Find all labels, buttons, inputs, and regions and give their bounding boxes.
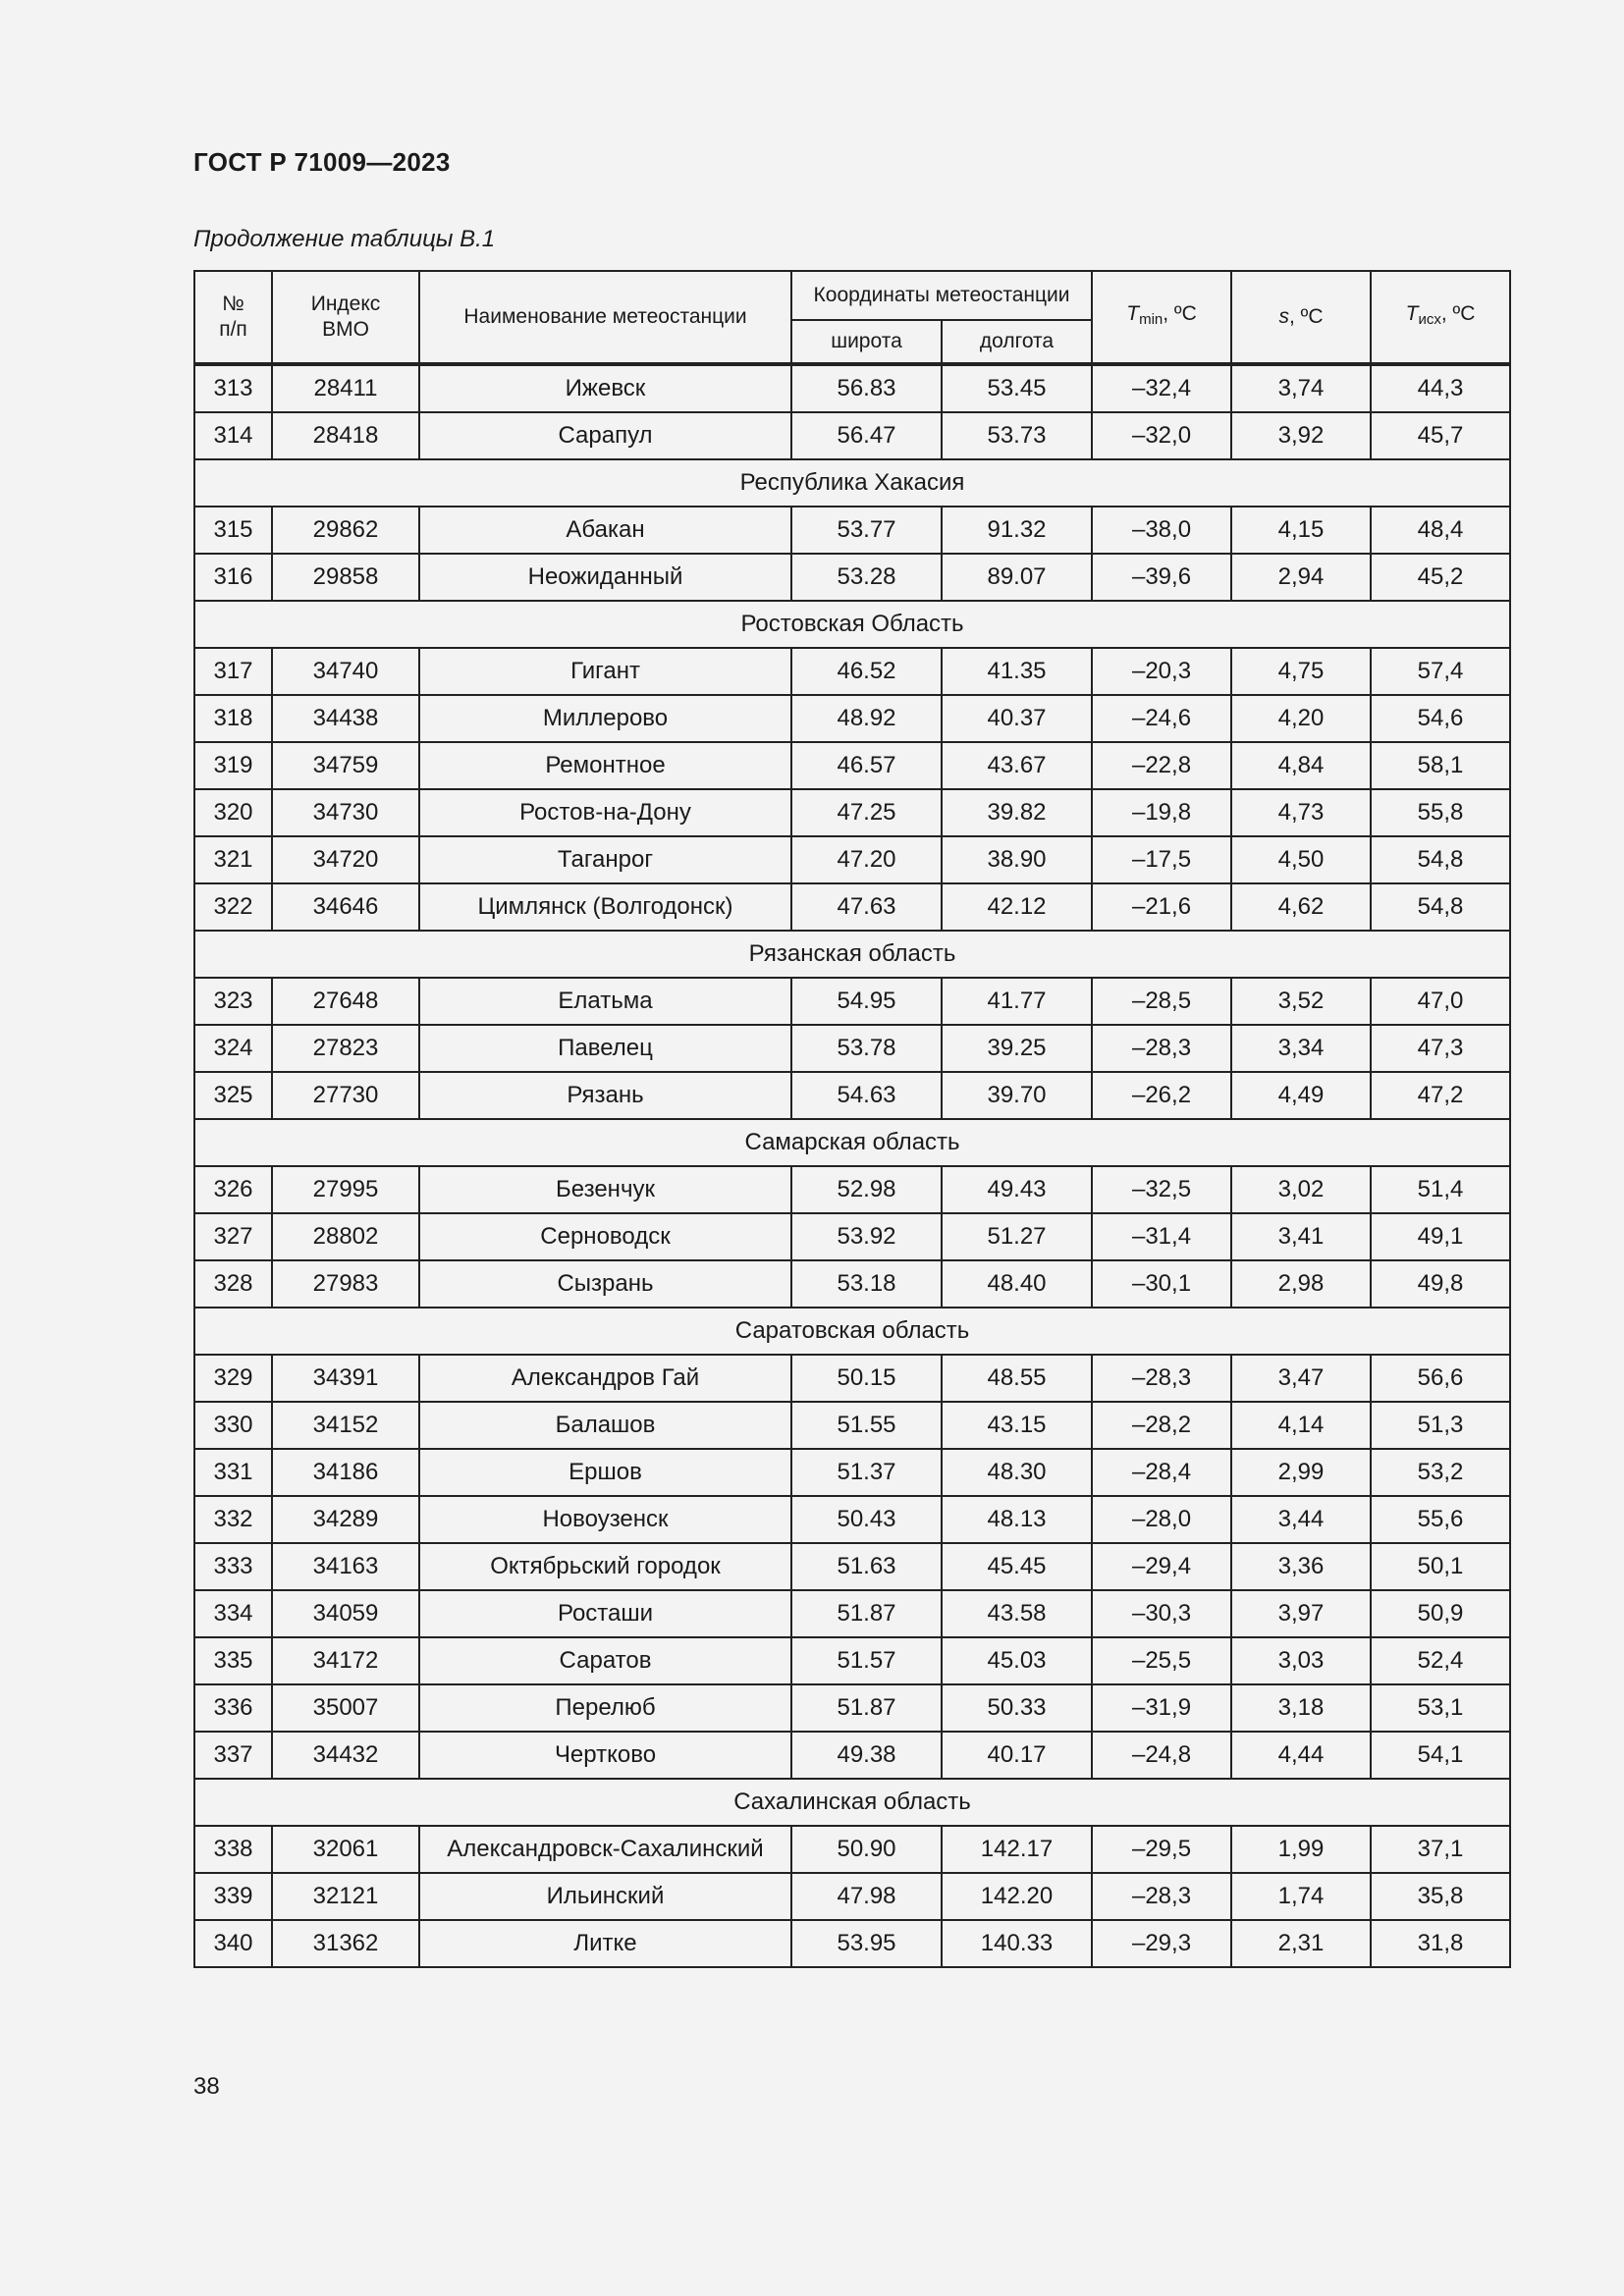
cell-s: 3,03 (1231, 1637, 1371, 1684)
cell-tisx: 53,1 (1371, 1684, 1510, 1732)
cell-wmo-index: 34646 (272, 883, 419, 931)
table-row (194, 789, 1510, 836)
table-row (194, 1684, 1510, 1732)
cell-station-name: Ремонтное (419, 742, 791, 789)
cell-latitude: 50.43 (791, 1496, 942, 1543)
table-caption: Продолжение таблицы В.1 (193, 226, 496, 252)
cell-s: 4,50 (1231, 836, 1371, 883)
cell-station-name: Абакан (419, 507, 791, 554)
table-row (194, 1590, 1510, 1637)
cell-latitude: 53.92 (791, 1213, 942, 1260)
table-row (194, 1025, 1510, 1072)
cell-tisx: 54,8 (1371, 883, 1510, 931)
cell-s: 2,31 (1231, 1920, 1371, 1967)
cell-tisx: 48,4 (1371, 507, 1510, 554)
region-row (194, 601, 1510, 648)
cell-num: 337 (194, 1732, 272, 1779)
cell-tmin: –30,3 (1092, 1590, 1231, 1637)
cell-tisx: 54,6 (1371, 695, 1510, 742)
cell-num: 313 (194, 364, 272, 412)
cell-latitude: 51.63 (791, 1543, 942, 1590)
table-row (194, 695, 1510, 742)
cell-wmo-index: 32061 (272, 1826, 419, 1873)
cell-station-name: Ижевск (419, 364, 791, 412)
cell-tisx: 51,3 (1371, 1402, 1510, 1449)
table-row (194, 412, 1510, 459)
s-symbol: s (1278, 305, 1289, 328)
cell-latitude: 54.63 (791, 1072, 942, 1119)
cell-s: 4,44 (1231, 1732, 1371, 1779)
cell-station-name: Александровск-Сахалинский (419, 1826, 791, 1873)
cell-s: 2,99 (1231, 1449, 1371, 1496)
cell-tisx: 51,4 (1371, 1166, 1510, 1213)
cell-latitude: 50.90 (791, 1826, 942, 1873)
cell-station-name: Серноводск (419, 1213, 791, 1260)
cell-latitude: 53.95 (791, 1920, 942, 1967)
tisx-unit: , ºС (1440, 302, 1476, 325)
cell-longitude: 39.25 (942, 1025, 1092, 1072)
cell-longitude: 53.45 (942, 364, 1092, 412)
cell-station-name: Неожиданный (419, 554, 791, 601)
cell-num: 314 (194, 412, 272, 459)
cell-tisx: 57,4 (1371, 648, 1510, 695)
table-body (194, 364, 1510, 1967)
cell-num: 338 (194, 1826, 272, 1873)
cell-station-name: Сызрань (419, 1260, 791, 1308)
cell-wmo-index: 28802 (272, 1213, 419, 1260)
tisx-subscript: исх (1418, 311, 1441, 328)
cell-s: 4,84 (1231, 742, 1371, 789)
table-row (194, 1826, 1510, 1873)
cell-station-name: Ростов-на-Дону (419, 789, 791, 836)
page-number: 38 (193, 2073, 220, 2100)
cell-num: 334 (194, 1590, 272, 1637)
cell-tmin: –29,5 (1092, 1826, 1231, 1873)
stations-table (193, 270, 1511, 1968)
cell-tmin: –25,5 (1092, 1637, 1231, 1684)
cell-latitude: 52.98 (791, 1166, 942, 1213)
cell-longitude: 140.33 (942, 1920, 1092, 1967)
cell-station-name: Октябрьский городок (419, 1543, 791, 1590)
col-header-coords: Координаты метеостанции (791, 271, 1092, 320)
cell-station-name: Чертково (419, 1732, 791, 1779)
cell-longitude: 42.12 (942, 883, 1092, 931)
region-row (194, 1308, 1510, 1355)
cell-latitude: 47.20 (791, 836, 942, 883)
tmin-unit: , ºС (1163, 302, 1197, 325)
cell-longitude: 40.17 (942, 1732, 1092, 1779)
cell-latitude: 50.15 (791, 1355, 942, 1402)
cell-wmo-index: 35007 (272, 1684, 419, 1732)
cell-s: 3,02 (1231, 1166, 1371, 1213)
cell-num: 335 (194, 1637, 272, 1684)
cell-latitude: 56.83 (791, 364, 942, 412)
table-row (194, 1355, 1510, 1402)
cell-tmin: –39,6 (1092, 554, 1231, 601)
cell-num: 325 (194, 1072, 272, 1119)
cell-station-name: Росташи (419, 1590, 791, 1637)
cell-num: 333 (194, 1543, 272, 1590)
cell-station-name: Перелюб (419, 1684, 791, 1732)
cell-latitude: 46.57 (791, 742, 942, 789)
cell-s: 4,62 (1231, 883, 1371, 931)
region-name: Сахалинская область (194, 1779, 1510, 1826)
table-row (194, 1873, 1510, 1920)
region-name: Рязанская область (194, 931, 1510, 978)
cell-tmin: –38,0 (1092, 507, 1231, 554)
cell-tisx: 58,1 (1371, 742, 1510, 789)
cell-tmin: –26,2 (1092, 1072, 1231, 1119)
col-num-label: № п/п (219, 293, 247, 341)
cell-tmin: –29,4 (1092, 1543, 1231, 1590)
region-row (194, 1119, 1510, 1166)
cell-s: 4,20 (1231, 695, 1371, 742)
cell-tmin: –32,5 (1092, 1166, 1231, 1213)
cell-tisx: 47,3 (1371, 1025, 1510, 1072)
cell-wmo-index: 28411 (272, 364, 419, 412)
table-row (194, 1449, 1510, 1496)
col-header-tmin (1092, 271, 1231, 364)
cell-num: 340 (194, 1920, 272, 1967)
cell-latitude: 53.18 (791, 1260, 942, 1308)
cell-wmo-index: 27648 (272, 978, 419, 1025)
cell-longitude: 39.82 (942, 789, 1092, 836)
cell-num: 316 (194, 554, 272, 601)
cell-longitude: 48.13 (942, 1496, 1092, 1543)
cell-num: 319 (194, 742, 272, 789)
cell-tmin: –28,3 (1092, 1355, 1231, 1402)
cell-longitude: 48.30 (942, 1449, 1092, 1496)
cell-wmo-index: 34172 (272, 1637, 419, 1684)
cell-station-name: Елатьма (419, 978, 791, 1025)
cell-tisx: 35,8 (1371, 1873, 1510, 1920)
cell-tmin: –28,3 (1092, 1025, 1231, 1072)
cell-tisx: 49,1 (1371, 1213, 1510, 1260)
cell-num: 315 (194, 507, 272, 554)
table-row (194, 1260, 1510, 1308)
cell-longitude: 45.45 (942, 1543, 1092, 1590)
cell-num: 329 (194, 1355, 272, 1402)
cell-station-name: Цимлянск (Волгодонск) (419, 883, 791, 931)
cell-s: 3,34 (1231, 1025, 1371, 1072)
cell-s: 3,36 (1231, 1543, 1371, 1590)
cell-s: 3,44 (1231, 1496, 1371, 1543)
cell-tmin: –22,8 (1092, 742, 1231, 789)
s-unit: , ºС (1289, 305, 1324, 328)
cell-num: 336 (194, 1684, 272, 1732)
cell-tmin: –32,4 (1092, 364, 1231, 412)
cell-tmin: –24,6 (1092, 695, 1231, 742)
cell-tisx: 55,6 (1371, 1496, 1510, 1543)
cell-station-name: Литке (419, 1920, 791, 1967)
cell-s: 3,52 (1231, 978, 1371, 1025)
cell-s: 3,18 (1231, 1684, 1371, 1732)
cell-s: 4,15 (1231, 507, 1371, 554)
cell-longitude: 41.77 (942, 978, 1092, 1025)
cell-wmo-index: 34163 (272, 1543, 419, 1590)
cell-tmin: –28,5 (1092, 978, 1231, 1025)
col-header-name: Наименование метеостанции (419, 271, 791, 364)
cell-latitude: 49.38 (791, 1732, 942, 1779)
col-index-label: Индекс ВМО (310, 293, 381, 341)
region-row (194, 459, 1510, 507)
region-name: Республика Хакасия (194, 459, 1510, 507)
table-row (194, 1496, 1510, 1543)
cell-tisx: 53,2 (1371, 1449, 1510, 1496)
cell-tisx: 37,1 (1371, 1826, 1510, 1873)
table-row (194, 1543, 1510, 1590)
col-header-lat: широта (791, 320, 942, 364)
table-row (194, 883, 1510, 931)
cell-station-name: Безенчук (419, 1166, 791, 1213)
cell-latitude: 51.57 (791, 1637, 942, 1684)
cell-s: 2,98 (1231, 1260, 1371, 1308)
cell-s: 1,74 (1231, 1873, 1371, 1920)
cell-s: 1,99 (1231, 1826, 1371, 1873)
cell-tmin: –32,0 (1092, 412, 1231, 459)
cell-num: 324 (194, 1025, 272, 1072)
cell-s: 4,73 (1231, 789, 1371, 836)
table-row (194, 364, 1510, 412)
cell-tmin: –31,9 (1092, 1684, 1231, 1732)
cell-s: 3,41 (1231, 1213, 1371, 1260)
cell-tisx: 52,4 (1371, 1637, 1510, 1684)
table-row (194, 978, 1510, 1025)
document-header: ГОСТ Р 71009—2023 (193, 147, 451, 177)
col-header-s (1231, 271, 1371, 364)
col-header-num (194, 271, 272, 364)
table-row (194, 1213, 1510, 1260)
cell-wmo-index: 34759 (272, 742, 419, 789)
cell-longitude: 45.03 (942, 1637, 1092, 1684)
cell-tmin: –21,6 (1092, 883, 1231, 931)
cell-station-name: Ильинский (419, 1873, 791, 1920)
cell-num: 323 (194, 978, 272, 1025)
cell-wmo-index: 34720 (272, 836, 419, 883)
cell-latitude: 47.98 (791, 1873, 942, 1920)
cell-longitude: 41.35 (942, 648, 1092, 695)
cell-s: 4,75 (1231, 648, 1371, 695)
cell-wmo-index: 34391 (272, 1355, 419, 1402)
cell-tisx: 47,0 (1371, 978, 1510, 1025)
cell-num: 320 (194, 789, 272, 836)
cell-station-name: Балашов (419, 1402, 791, 1449)
cell-longitude: 43.67 (942, 742, 1092, 789)
cell-wmo-index: 27983 (272, 1260, 419, 1308)
cell-wmo-index: 34740 (272, 648, 419, 695)
region-name: Самарская область (194, 1119, 1510, 1166)
table-row (194, 1402, 1510, 1449)
cell-latitude: 46.52 (791, 648, 942, 695)
region-name: Ростовская Область (194, 601, 1510, 648)
cell-s: 3,74 (1231, 364, 1371, 412)
cell-s: 3,47 (1231, 1355, 1371, 1402)
cell-longitude: 39.70 (942, 1072, 1092, 1119)
cell-longitude: 142.20 (942, 1873, 1092, 1920)
cell-station-name: Гигант (419, 648, 791, 695)
cell-longitude: 40.37 (942, 695, 1092, 742)
cell-tisx: 47,2 (1371, 1072, 1510, 1119)
cell-wmo-index: 31362 (272, 1920, 419, 1967)
cell-latitude: 48.92 (791, 695, 942, 742)
cell-num: 330 (194, 1402, 272, 1449)
cell-latitude: 53.78 (791, 1025, 942, 1072)
cell-longitude: 53.73 (942, 412, 1092, 459)
cell-num: 332 (194, 1496, 272, 1543)
cell-tmin: –19,8 (1092, 789, 1231, 836)
cell-tmin: –31,4 (1092, 1213, 1231, 1260)
cell-wmo-index: 28418 (272, 412, 419, 459)
cell-s: 4,14 (1231, 1402, 1371, 1449)
cell-latitude: 51.37 (791, 1449, 942, 1496)
cell-wmo-index: 34059 (272, 1590, 419, 1637)
cell-s: 2,94 (1231, 554, 1371, 601)
table-row (194, 742, 1510, 789)
cell-longitude: 142.17 (942, 1826, 1092, 1873)
cell-latitude: 56.47 (791, 412, 942, 459)
cell-latitude: 51.87 (791, 1590, 942, 1637)
cell-tmin: –24,8 (1092, 1732, 1231, 1779)
tmin-symbol: T (1126, 302, 1140, 325)
cell-tisx: 45,2 (1371, 554, 1510, 601)
cell-longitude: 89.07 (942, 554, 1092, 601)
table-row (194, 1072, 1510, 1119)
cell-wmo-index: 34730 (272, 789, 419, 836)
cell-station-name: Павелец (419, 1025, 791, 1072)
col-header-index (272, 271, 419, 364)
cell-tmin: –28,3 (1092, 1873, 1231, 1920)
cell-wmo-index: 34152 (272, 1402, 419, 1449)
table-row (194, 554, 1510, 601)
cell-wmo-index: 32121 (272, 1873, 419, 1920)
region-name: Саратовская область (194, 1308, 1510, 1355)
cell-tmin: –28,2 (1092, 1402, 1231, 1449)
cell-tisx: 54,8 (1371, 836, 1510, 883)
table-row (194, 1166, 1510, 1213)
cell-num: 322 (194, 883, 272, 931)
tmin-subscript: min (1139, 311, 1164, 328)
cell-num: 339 (194, 1873, 272, 1920)
table-row (194, 648, 1510, 695)
cell-station-name: Новоузенск (419, 1496, 791, 1543)
cell-station-name: Саратов (419, 1637, 791, 1684)
cell-longitude: 91.32 (942, 507, 1092, 554)
cell-tmin: –30,1 (1092, 1260, 1231, 1308)
cell-num: 331 (194, 1449, 272, 1496)
cell-num: 318 (194, 695, 272, 742)
cell-station-name: Сарапул (419, 412, 791, 459)
cell-longitude: 38.90 (942, 836, 1092, 883)
cell-num: 328 (194, 1260, 272, 1308)
cell-tisx: 49,8 (1371, 1260, 1510, 1308)
cell-tmin: –28,4 (1092, 1449, 1231, 1496)
cell-wmo-index: 34186 (272, 1449, 419, 1496)
cell-tisx: 50,1 (1371, 1543, 1510, 1590)
cell-latitude: 53.77 (791, 507, 942, 554)
cell-wmo-index: 27823 (272, 1025, 419, 1072)
cell-latitude: 47.63 (791, 883, 942, 931)
cell-tisx: 55,8 (1371, 789, 1510, 836)
table-row (194, 1920, 1510, 1967)
cell-num: 327 (194, 1213, 272, 1260)
cell-wmo-index: 29862 (272, 507, 419, 554)
region-row (194, 931, 1510, 978)
cell-wmo-index: 27995 (272, 1166, 419, 1213)
cell-latitude: 51.55 (791, 1402, 942, 1449)
col-header-lon: долгота (942, 320, 1092, 364)
cell-station-name: Рязань (419, 1072, 791, 1119)
cell-wmo-index: 34438 (272, 695, 419, 742)
cell-latitude: 51.87 (791, 1684, 942, 1732)
cell-tmin: –29,3 (1092, 1920, 1231, 1967)
cell-longitude: 50.33 (942, 1684, 1092, 1732)
cell-tisx: 45,7 (1371, 412, 1510, 459)
cell-tisx: 56,6 (1371, 1355, 1510, 1402)
table-row (194, 1637, 1510, 1684)
cell-station-name: Миллерово (419, 695, 791, 742)
cell-longitude: 43.58 (942, 1590, 1092, 1637)
cell-wmo-index: 29858 (272, 554, 419, 601)
table-row (194, 836, 1510, 883)
cell-wmo-index: 34432 (272, 1732, 419, 1779)
col-header-tisx (1371, 271, 1510, 364)
cell-num: 326 (194, 1166, 272, 1213)
cell-station-name: Таганрог (419, 836, 791, 883)
cell-longitude: 48.55 (942, 1355, 1092, 1402)
cell-s: 3,97 (1231, 1590, 1371, 1637)
cell-longitude: 48.40 (942, 1260, 1092, 1308)
cell-longitude: 51.27 (942, 1213, 1092, 1260)
cell-tmin: –28,0 (1092, 1496, 1231, 1543)
cell-tmin: –20,3 (1092, 648, 1231, 695)
tisx-symbol: T (1405, 302, 1419, 325)
cell-station-name: Ершов (419, 1449, 791, 1496)
cell-latitude: 54.95 (791, 978, 942, 1025)
cell-latitude: 53.28 (791, 554, 942, 601)
table-row (194, 1732, 1510, 1779)
cell-s: 4,49 (1231, 1072, 1371, 1119)
cell-tisx: 50,9 (1371, 1590, 1510, 1637)
cell-tisx: 31,8 (1371, 1920, 1510, 1967)
cell-tmin: –17,5 (1092, 836, 1231, 883)
cell-tisx: 54,1 (1371, 1732, 1510, 1779)
cell-tisx: 44,3 (1371, 364, 1510, 412)
cell-s: 3,92 (1231, 412, 1371, 459)
cell-longitude: 43.15 (942, 1402, 1092, 1449)
cell-latitude: 47.25 (791, 789, 942, 836)
cell-wmo-index: 27730 (272, 1072, 419, 1119)
table-row (194, 507, 1510, 554)
cell-num: 321 (194, 836, 272, 883)
cell-longitude: 49.43 (942, 1166, 1092, 1213)
region-row (194, 1779, 1510, 1826)
cell-wmo-index: 34289 (272, 1496, 419, 1543)
cell-station-name: Александров Гай (419, 1355, 791, 1402)
cell-num: 317 (194, 648, 272, 695)
